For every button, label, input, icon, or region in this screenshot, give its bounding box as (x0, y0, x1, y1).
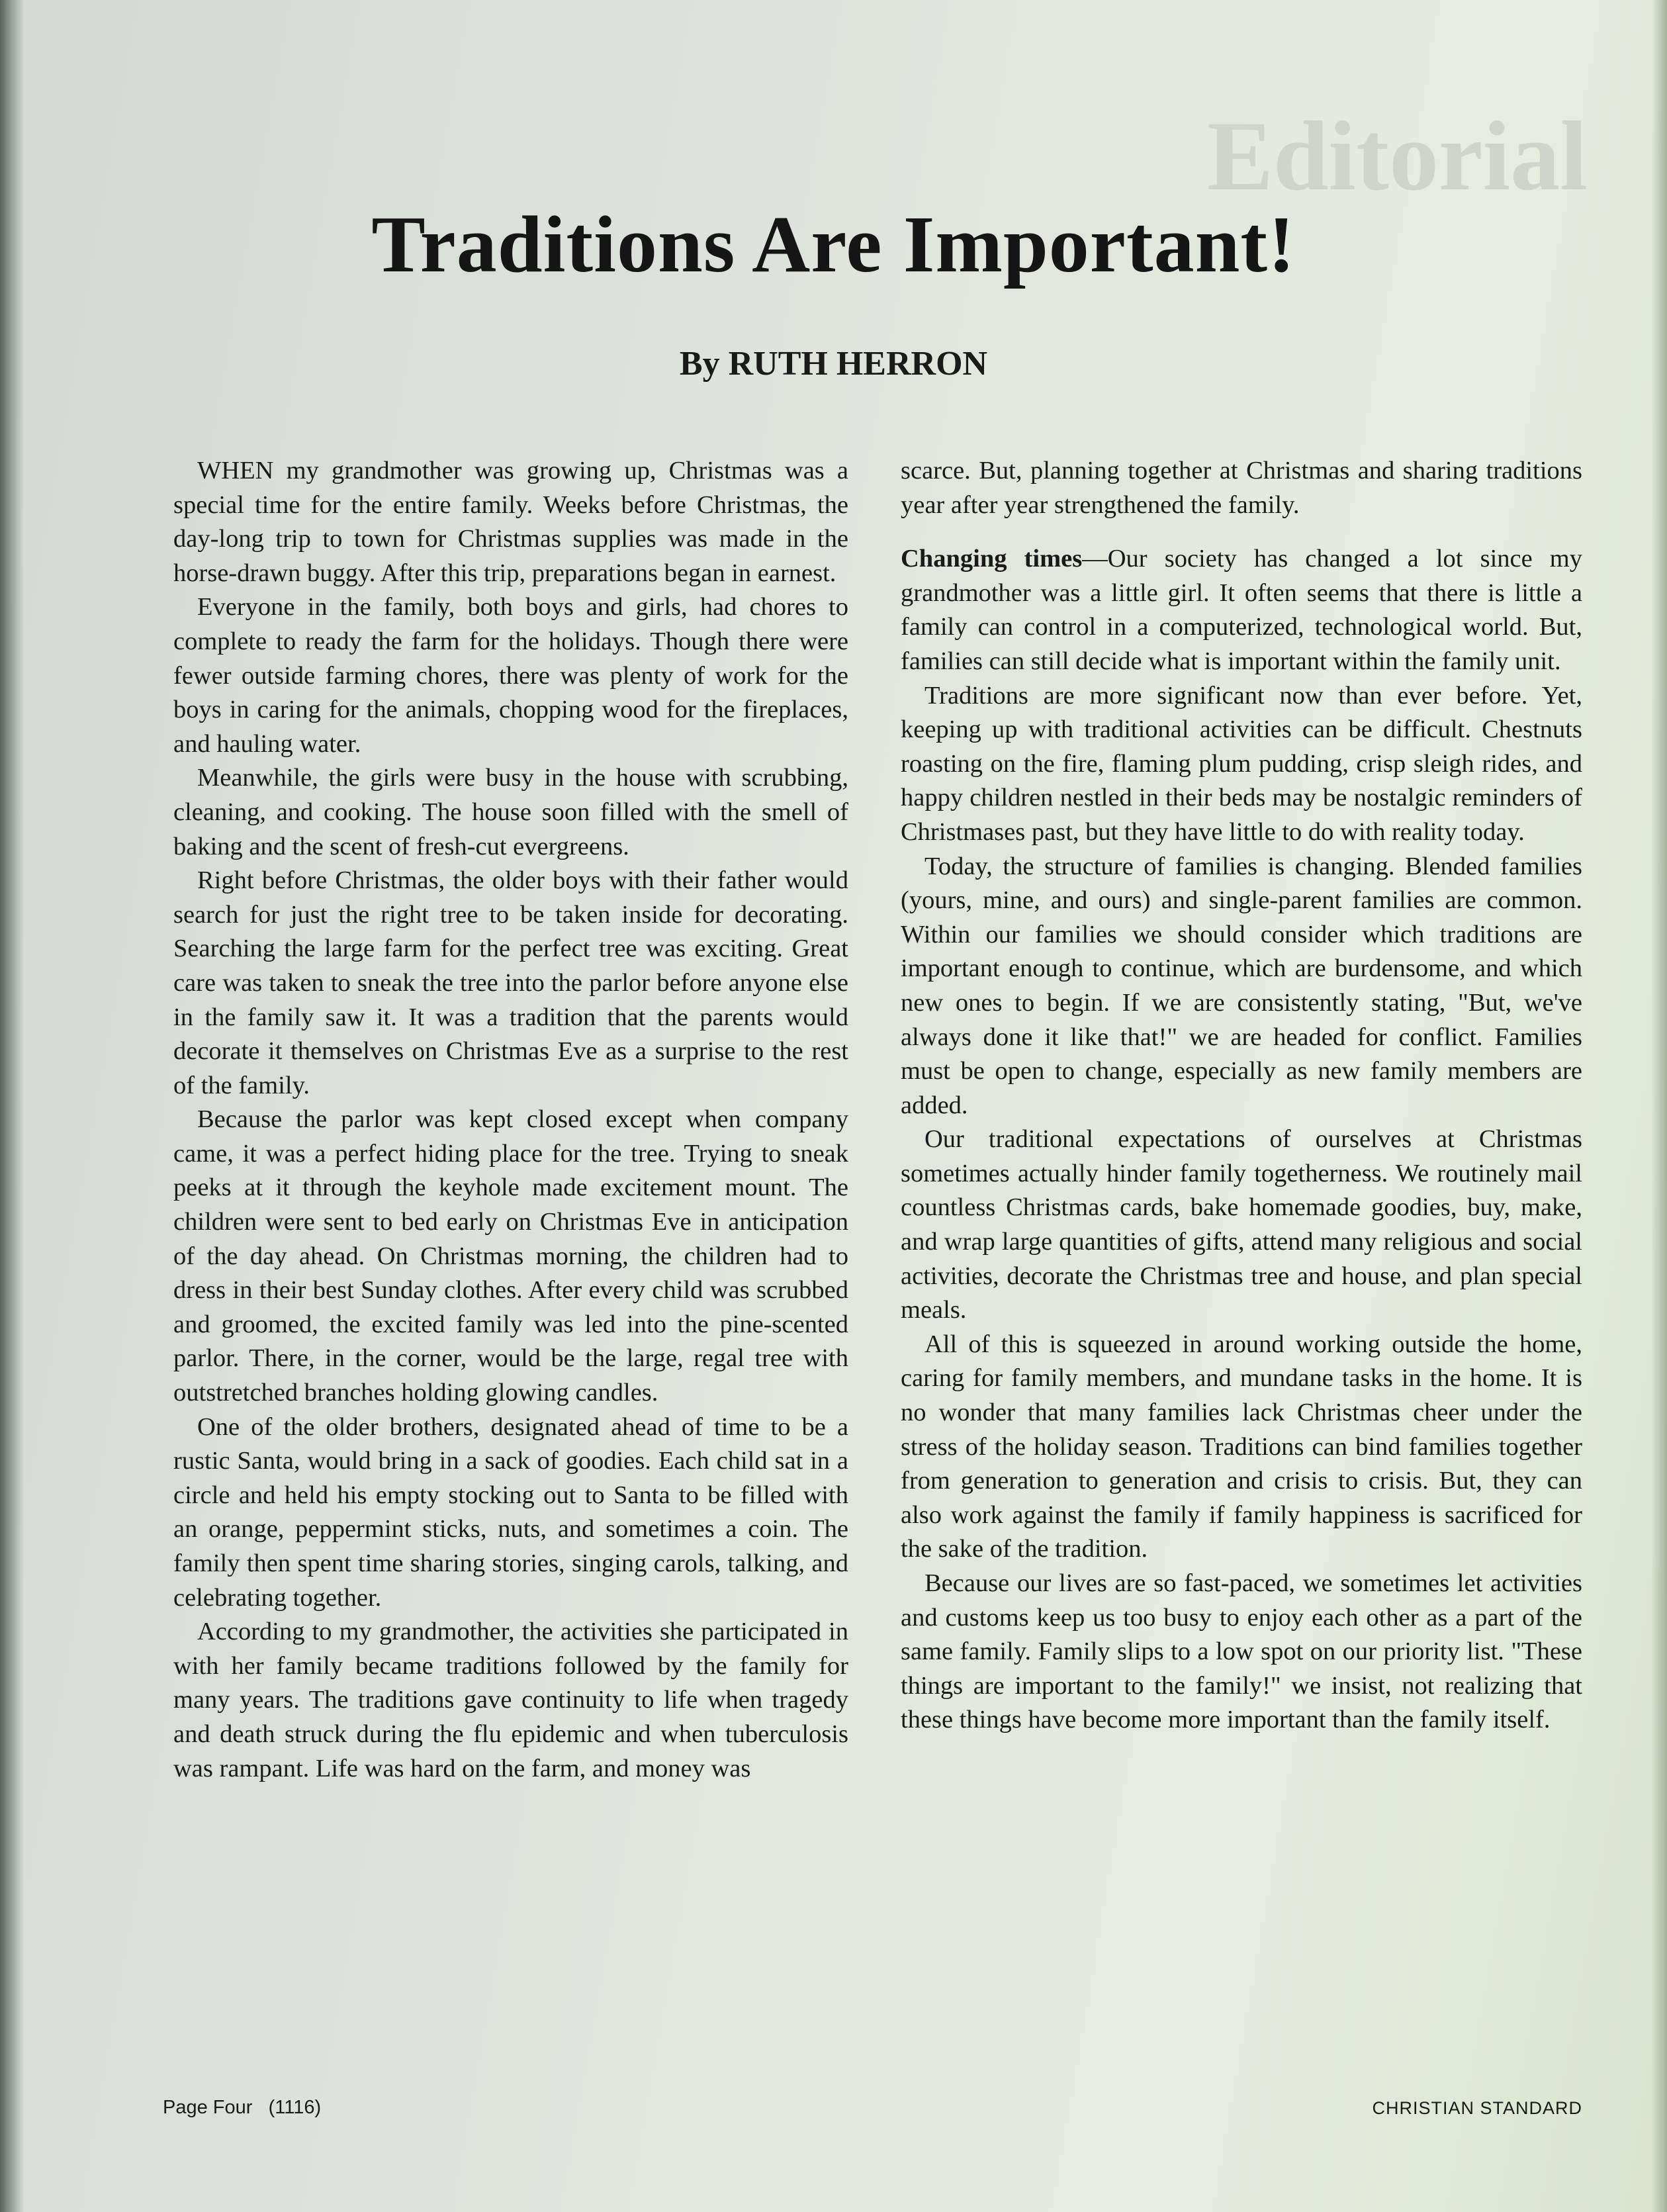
paragraph: Right before Christmas, the older boys with their father would search for just the right tree to be taken inside for decorating. Searching the large farm for the perfect tree was exciting. Great care was taken to sneak the tree into the parlor before anyone else in the family saw it. It was a tradition that the parents would decorate it themselves on Christmas Eve as a surprise to the rest of the family. (173, 866, 848, 1099)
paragraph: Everyone in the family, both boys and girls, had chores to complete to ready the farm for the holidays. Though there were fewer outside farming chores, there was plenty of work for the boys in caring for the animals, chopping wood for the fireplaces, and hauling water. (173, 593, 848, 758)
paragraph: WHEN my grandmother was growing up, Christmas was a special time for the entire family. Weeks before Christmas, the day-long trip to town for Christmas supplies was made in the horse-drawn buggy. After this trip, preparations began in earnest. (173, 457, 848, 587)
article-byline: By RUTH HERRON (679, 345, 988, 383)
paragraph: Meanwhile, the girls were busy in the house with scrubbing, cleaning, and cooking. The house soon filled with the smell of baking and the scent of fresh-cut evergreens. (173, 764, 848, 860)
paragraph: Our traditional expectations of ourselves at Christmas sometimes actually hinder family togetherness. We routinely mail countless Christmas cards, bake homemade goodies, buy, make, and wrap large quantities of gifts, attend many religious and social activities, decorate the Christmas tree and house, and plan special meals. (901, 1125, 1582, 1324)
subhead-dash: — (1082, 545, 1108, 573)
paragraph: Because our lives are so fast-paced, we sometimes let activities and customs keep us too busy to enjoy each other as a part of the same family. Family slips to a low spot on our priority list. "These things are important to the family!" we insist, not realizing that these things have become more important than the family itself. (901, 1569, 1582, 1734)
right-column (901, 454, 1582, 1737)
paragraph: All of this is squeezed in around working outside the home, caring for family members, and mundane tasks in the home. It is no wonder that many families lack Christmas cheer under the stress of the holiday season. Traditions can bind families together from generation to generation and crisis to crisis. But, they can also work against the family if family happiness is sacrificed for the sake of the tradition. (901, 1330, 1582, 1563)
page-number: Page Four (1116) (163, 2097, 322, 2118)
page-edge (1651, 0, 1667, 2212)
publication-name: CHRISTIAN STANDARD (1372, 2098, 1582, 2118)
paragraph: Today, the structure of families is changing. Blended families (yours, mine, and ours) and single-parent families are common. Within our families we should consider which traditions are important enough to continue, which are burdensome, and which new ones to begin. If we are consistently stating, "But, we've always done it like that!" we are headed for conflict. Families must be open to change, especially as new family members are added. (901, 852, 1582, 1119)
bleed-through-text: Editorial (1206, 101, 1588, 211)
binding-shadow (0, 0, 24, 2212)
article-title: Traditions Are Important! (371, 200, 1296, 289)
paragraph: One of the older brothers, designated ahead of time to be a rustic Santa, would bring in a sack of goodies. Each child sat in a circle and held his empty stocking out to Santa to be filled with an orange, peppermint sticks, nuts, and sometimes a coin. The family then spent time sharing stories, singing carols, talking, and celebrating together. (173, 1412, 848, 1612)
subhead-paragraph (901, 542, 1582, 678)
paragraph: Traditions are more significant now than ever before. Yet, keeping up with traditional activities can be difficult. Chestnuts roasting on the fire, flaming plum pudding, crisp sleigh rides, and happy children nestled in their beds may be nostalgic reminders of Christmases past, but they have little to do with reality today. (901, 681, 1582, 846)
left-column (173, 454, 848, 1786)
subhead-text: Our society has changed a lot since my grandmother was a little girl. It often seems that there is little a family can control in a computerized, technological world. But, families can still decide what is important within the family unit. (901, 545, 1582, 675)
section-subhead: Changing times (901, 545, 1083, 573)
paragraph: Because the parlor was kept closed except when company came, it was a perfect hiding place for the tree. Trying to sneak peeks at it through the keyhole made excitement mount. The children were sent to bed early on Christmas Eve in anticipation of the day ahead. On Christmas morning, the children had to dress in their best Sunday clothes. After every child was scrubbed and groomed, the excited family was led into the pine-scented parlor. There, in the corner, would be the large, regal tree with outstretched branches holding glowing candles. (173, 1105, 848, 1407)
paragraph-continued: scarce. But, planning together at Christmas and sharing traditions year after year strengthened the family. (901, 457, 1582, 519)
paragraph: According to my grandmother, the activities she participated in with her family became traditions followed by the family for many years. The traditions gave continuity to life when tragedy and death struck during the flu epidemic and when tuberculosis was rampant. Life was hard on the farm, and money was (173, 1618, 848, 1782)
